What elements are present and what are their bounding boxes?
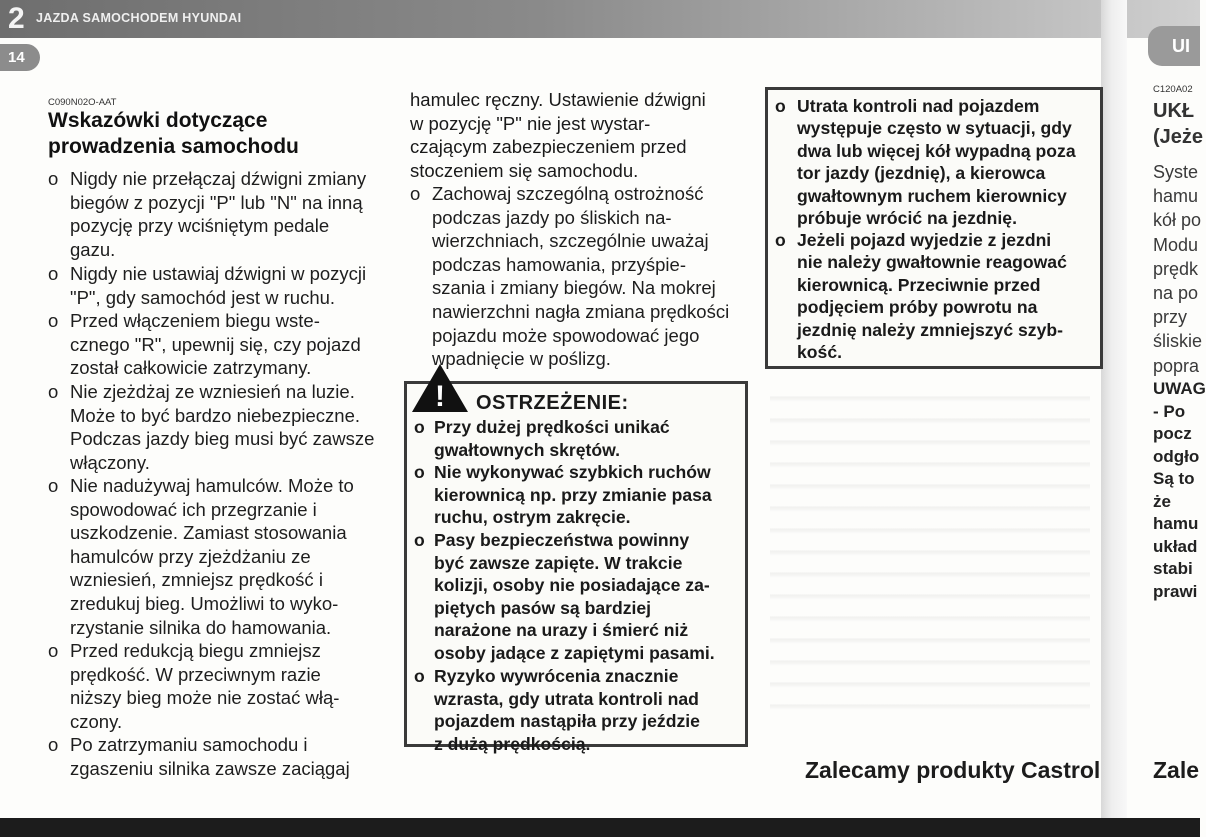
list-item: o Nigdy nie przełączaj dźwigni zmiany biegów z pozycji "P" lub "N" na inną pozycję przy wciśniętym pedale gazu. (48, 168, 367, 260)
right-page-warning: UWAG - Po pocz odgło Są to że hamu układ stabi prawi (1153, 379, 1206, 601)
warning-item: o Przy dużej prędkości unikać gwałtownych skrętów. (414, 417, 670, 460)
page-gutter (1101, 0, 1127, 818)
chapter-title: JAZDA SAMOCHODEM HYUNDAI (36, 11, 242, 25)
warning-item: o Nie wykonywać szybkich ruchów kierownicą np. przy zmianie pasa ruchu, ostrym zakręcie. (414, 462, 712, 528)
right-page-body: Syste hamu kół po Modu prędk na po przy śliskie popra (1153, 162, 1203, 376)
footer-advert: Zalecamy produkty Castrol (805, 757, 1101, 783)
list-item: o Nie nadużywaj hamulców. Może to spowodować ich przegrzanie i uszkodzenie. Zamiast stosowania hamulców przy zjeżdżaniu ze wzniesień, zmniejsz prędkość i zredukuj bieg. Umożliwi to wyko- rzystanie silnika do hamowania. (48, 475, 354, 638)
right-page-tab: UI (1148, 26, 1200, 66)
list-item: o Po zatrzymaniu samochodu i zgaszeniu silnika zawsze zaciągaj (48, 734, 350, 779)
column-2-text: hamulec ręczny. Ustawienie dźwigni w pozycję "P" nie jest wystar- czającym zabezpieczeniem przed stoczeniem się samochodu. (410, 89, 706, 181)
list-item: o Przed redukcją biegu zmniejsz prędkość. W przeciwnym razie niższy bieg może nie zostać włą- czony. (48, 640, 340, 732)
bleed-through-texture (770, 380, 1090, 720)
list-item: o Nie zjeżdżaj ze wzniesień na luzie. Może to być bardzo niebezpieczne. Podczas jazdy bieg musi być zawsze włączony. (48, 381, 375, 473)
section-title: Wskazówki dotyczące prowadzenia samochodu (48, 109, 299, 158)
warning-title: OSTRZEŻENIE: (476, 392, 629, 414)
right-page-heading: UKŁ (Jeże (1153, 100, 1204, 148)
list-item: o Przed włączeniem biegu wste- cznego "R", upewnij się, czy pojazd został całkowicie zatrzymany. (48, 310, 361, 379)
list-item: o Nigdy nie ustawiaj dźwigni w pozycji "P", gdy samochód jest w ruchu. (48, 263, 367, 308)
caution-item: o Utrata kontroli nad pojazdem występuje często w sytuacji, gdy dwa lub więcej kół wypadną poza tor jazdy (jezdnię), a kierowca gwałtownym ruchem kierownicy próbuje wrócić na jezdnię. (775, 96, 1076, 229)
warning-item: o Pasy bezpieczeństwa powinny być zawsze zapięte. W trakcie kolizji, osoby nie posiadające za- piętych pasów są bardziej narażone na urazy i śmierć niż osoby jadące z zapiętymi pasami. (414, 530, 715, 663)
caution-item: o Jeżeli pojazd wyjedzie z jezdni nie należy gwałtownie reagować kierownicą. Przeciwnie przed podjęciem próby powrotu na jezdnię należy zmniejszyć szyb- kość. (775, 230, 1067, 363)
chapter-header-band (0, 0, 1200, 38)
bullet-marker: o (48, 168, 59, 189)
right-page-code: C120A02 (1153, 84, 1193, 95)
bottom-band (0, 818, 1200, 837)
page-number: 14 (0, 44, 40, 71)
warning-icon-symbol: ! (435, 380, 445, 413)
warning-triangle-icon (410, 362, 470, 414)
warning-item: o Ryzyko wywrócenia znacznie wzrasta, gdy utrata kontroli nad pojazdem nastąpiła przy jeździe z dużą prędkością. (414, 666, 700, 754)
chapter-number: 2 (8, 2, 25, 35)
list-item: o Zachowaj szczególną ostrożność podczas jazdy po śliskich na- wierzchniach, szczególnie uważaj podczas hamowania, przyśpie- szania i zmiany biegów. Na mokrej nawierzchni nagła zmiana prędkości pojazdu może spowodować jego wpadnięcie w poślizg. (410, 183, 730, 370)
right-page-footer: Zale (1153, 757, 1200, 783)
section-code: C090N02O-AAT (48, 97, 117, 108)
